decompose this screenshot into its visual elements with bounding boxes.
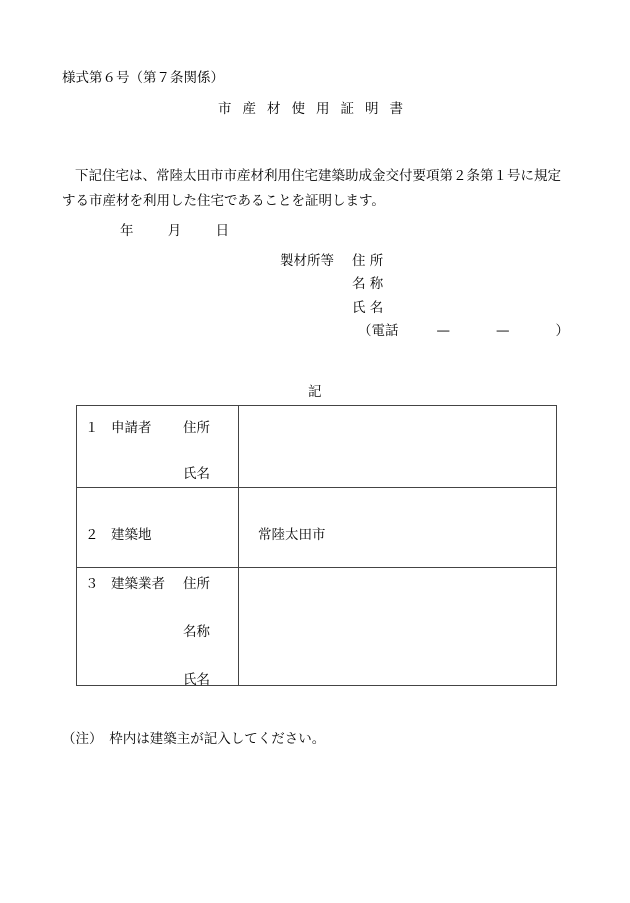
builder-value-cell[interactable] [239,568,557,686]
builder-label-cell [77,568,239,686]
site-label: 建築地 [111,527,152,543]
applicant-name-label: 氏名 [183,466,210,482]
date-month: 月 [167,223,182,239]
builder-name-label: 氏名 [183,672,210,688]
certification-text: 下記住宅は、常陸太田市市産材利用住宅建築助成金交付要項第２条第１号に規定する市産材を利用した住宅であることを証明します。 [62,168,561,209]
details-table [76,405,557,686]
site-number: ２ [85,527,99,543]
ki-heading: 記 [308,384,322,400]
date-year: 年 [120,223,134,239]
issuer-name-label: 名 称 [352,276,384,292]
footnote: （注） 枠内は建築主が記入してください。 [62,731,326,747]
form-number: 様式第６号（第７条関係） [62,70,224,86]
issuer-address-label: 住 所 [352,253,384,269]
applicant-label-cell [77,406,239,488]
date-day: 日 [215,223,230,239]
builder-address-label: 住所 [183,576,210,592]
site-value: 常陸太田市 [258,527,326,543]
phone-dash-2: — [496,323,510,339]
phone-close: ） [555,323,569,339]
applicant-value-cell[interactable] [239,406,557,488]
document-title: 市産材使用証明書 [218,101,414,117]
applicant-number: １ [85,420,99,436]
builder-company-label: 名称 [183,624,210,640]
site-label-cell [77,488,239,568]
builder-number: ３ [85,576,99,592]
date-line [120,219,259,239]
site-value-cell[interactable] [239,488,557,568]
builder-label: 建築業者 [111,576,165,592]
issuer-person-label: 氏 名 [352,300,384,316]
applicant-address-label: 住所 [183,420,210,436]
issuer-phone [358,319,569,339]
applicant-label: 申請者 [111,420,152,436]
applicant-row [77,406,557,488]
site-row [77,488,557,568]
builder-row [77,568,557,686]
phone-dash-1: — [436,323,450,339]
phone-open: （電話 [358,323,399,339]
issuer-label: 製材所等 [280,253,334,269]
